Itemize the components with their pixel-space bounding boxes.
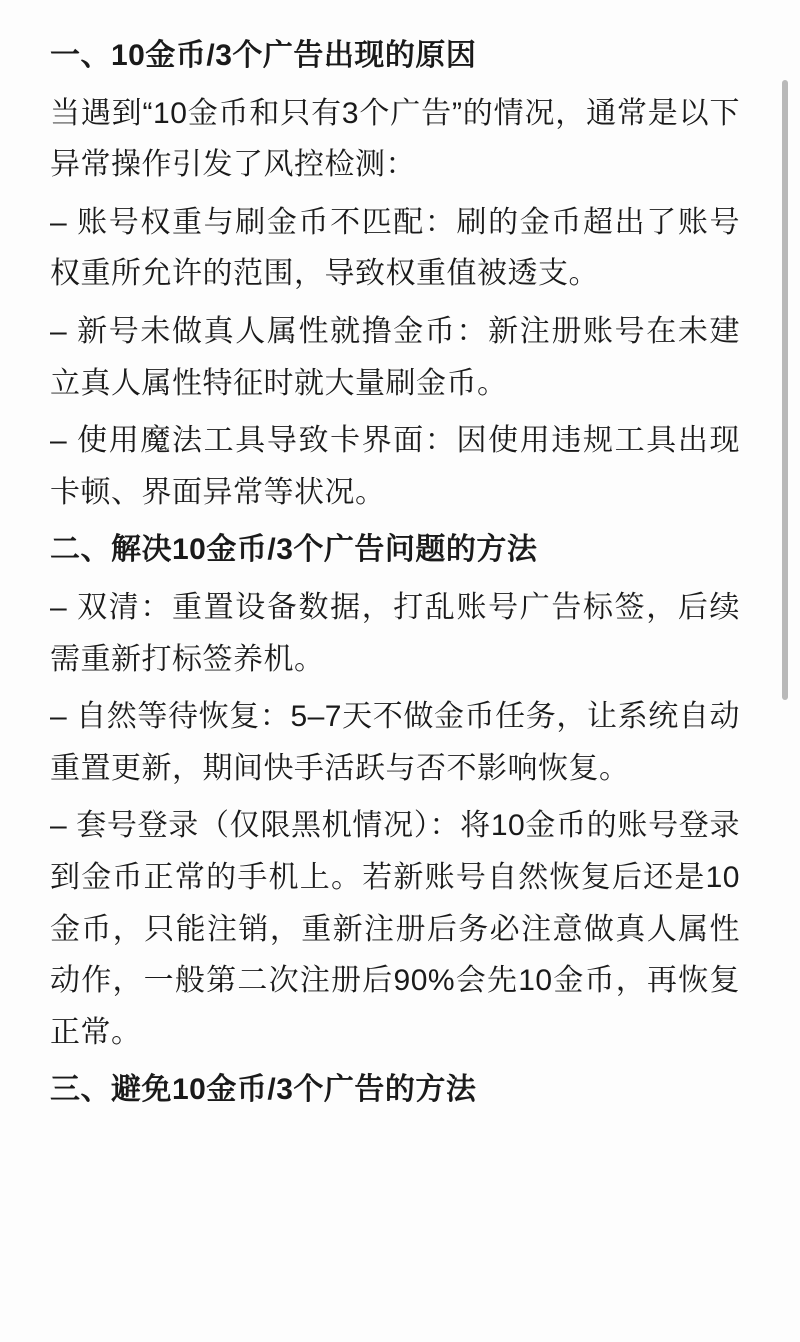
paragraph-reason-intro: 当遇到“10金币和只有3个广告”的情况，通常是以下异常操作引发了风控检测： <box>50 96 740 182</box>
bullet-weight-mismatch: – 账号权重与刷金币不匹配：刷的金币超出了账号权重所允许的范围，导致权重值被透支。 <box>50 205 740 291</box>
vertical-scrollbar-track[interactable] <box>782 80 788 1260</box>
section-heading-2: 二、解决10金币/3个广告问题的方法 <box>50 533 538 567</box>
bullet-new-account: – 新号未做真人属性就撸金币：新注册账号在未建立真人属性特征时就大量刷金币。 <box>50 314 740 400</box>
section-heading-3: 三、避免10金币/3个广告的方法 <box>50 1073 477 1107</box>
bullet-account-swap-login: – 套号登录（仅限黑机情况）：将10金币的账号登录到金币正常的手机上。若新账号自然恢复后还是10金币，只能注销，重新注册后务必注意做真人属性动作，一般第二次注册后90%会先10金币，再恢复正常。 <box>50 809 740 1049</box>
article-body <box>50 30 740 1116</box>
bullet-magic-tool: – 使用魔法工具导致卡界面：因使用违规工具出现卡顿、界面异常等状况。 <box>50 424 740 509</box>
section-heading-1: 一、10金币/3个广告出现的原因 <box>50 39 477 72</box>
bullet-natural-recovery: – 自然等待恢复：5–7天不做金币任务，让系统自动重置更新，期间快手活跃与否不影响恢复。 <box>50 700 740 785</box>
bullet-double-wipe: – 双清：重置设备数据，打乱账号广告标签，后续需重新打标签养机。 <box>50 590 740 676</box>
vertical-scrollbar-thumb[interactable] <box>782 80 788 700</box>
